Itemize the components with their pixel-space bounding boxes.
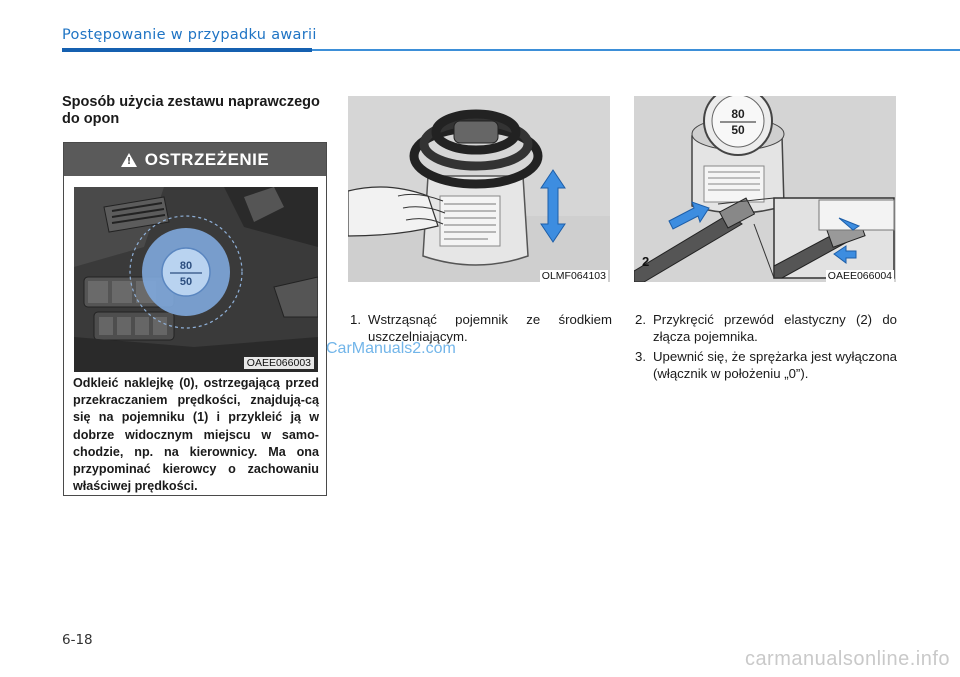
step-1-text: Wstrząsnąć pojemnik ze środkiem uszczelniającym.	[368, 312, 612, 344]
figure-connect-code: OAEE066004	[827, 270, 892, 282]
step-2-text: Przykręcić przewód elastyczny (2) do złącza pojemnika.	[653, 312, 897, 344]
step-2-number: 2.	[635, 312, 646, 327]
hose-connection-photo-icon	[634, 96, 896, 282]
sealant-container-photo-icon	[348, 96, 610, 282]
step-3-text: Upewnić się, że sprężarka jest wyłączona (włącznik w położeniu „0”).	[653, 349, 897, 381]
step-3-number: 3.	[635, 349, 646, 364]
gauge-value-80: 80	[731, 107, 745, 121]
step-3	[635, 348, 897, 382]
warning-body-text: Odkleić naklejkę (0), ostrzegającą przed przekraczaniem prędkości, znajdują-cą się na pojemniku (1) i przykleić ją w dobrze widocznym miejscu w samo-chodzie, np. na kierownicy. Ma ona przypominać kierowcy o zachowaniu właściwej prędkości.	[73, 376, 319, 494]
figure-connect-hose	[634, 96, 896, 282]
warning-heading: OSTRZEŻENIE	[144, 149, 270, 169]
warning-image	[74, 187, 318, 372]
hose-callout-2: 2	[642, 254, 650, 269]
header-title: Postępowanie w przypadku awarii	[62, 27, 317, 43]
page-number: 6-18	[62, 632, 93, 648]
gauge-value-50: 50	[731, 123, 745, 137]
dashboard-illustration-icon	[74, 187, 318, 372]
warning-box	[63, 142, 327, 496]
step-2	[635, 311, 897, 345]
sticker-value-80: 80	[179, 260, 193, 272]
header-rule-light	[312, 49, 960, 51]
warning-triangle-icon: !	[121, 153, 137, 167]
step-1-number: 1.	[350, 312, 361, 327]
figure-shake-code: OLMF064103	[541, 270, 606, 282]
warning-image-code: OAEE066003	[244, 357, 314, 369]
warning-header	[64, 143, 326, 176]
header-rule-dark	[62, 48, 312, 52]
footer-watermark: carmanualsonline.info	[744, 648, 950, 670]
figure-shake-container	[348, 96, 610, 282]
watermark-text: CarManuals2.com	[326, 340, 456, 357]
section-title: Sposób użycia zestawu naprawczego do opon	[62, 94, 320, 127]
sticker-value-50: 50	[179, 276, 193, 288]
